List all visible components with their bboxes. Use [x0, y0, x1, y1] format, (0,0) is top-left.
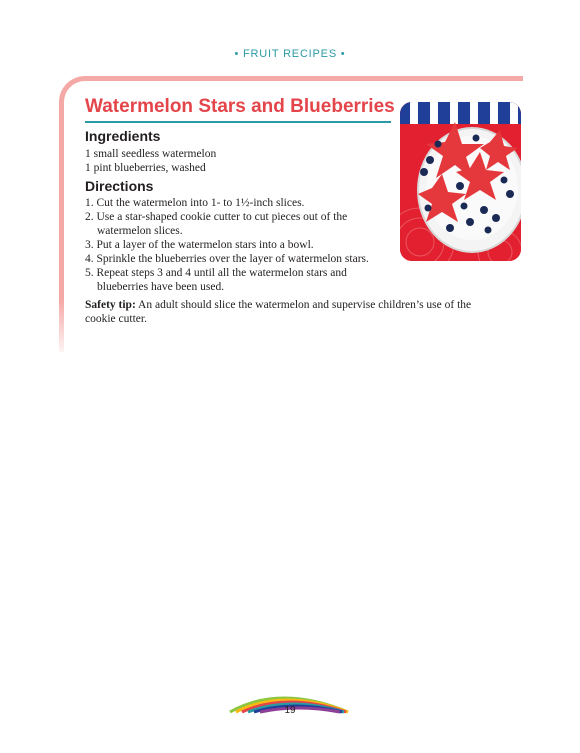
safety-tip-label: Safety tip:: [85, 299, 136, 311]
section-header: • FRUIT RECIPES •: [234, 48, 346, 60]
direction-step: 2. Use a star-shaped cookie cutter to cut pieces out of the watermelon slices.: [85, 211, 348, 237]
recipe-title: Watermelon Stars and Blueberries: [85, 96, 395, 117]
direction-step: 3. Put a layer of the watermelon stars into a bowl.: [85, 239, 314, 251]
direction-step: 4. Sprinkle the blueberries over the layer of watermelon stars.: [85, 253, 369, 265]
recipe-photo: [400, 102, 521, 261]
ingredient-item: 1 pint blueberries, washed: [85, 162, 206, 174]
page-number: 19: [284, 705, 296, 716]
directions-list: [85, 196, 397, 294]
watermelon-bowl-image: [400, 102, 521, 261]
direction-step: 5. Repeat steps 3 and 4 until all the watermelon stars and blueberries have been used.: [85, 267, 347, 293]
ingredient-item: 1 small seedless watermelon: [85, 148, 217, 160]
ingredients-heading: Ingredients: [85, 128, 161, 144]
direction-step: 1. Cut the watermelon into 1- to 1½-inch slices.: [85, 197, 305, 209]
safety-tip: [85, 298, 475, 326]
frame-fade: [56, 300, 68, 360]
title-divider: [85, 121, 391, 123]
ingredients-list: [85, 147, 216, 175]
safety-tip-text: An adult should slice the watermelon and supervise children’s use of the cookie cutter.: [85, 299, 472, 325]
directions-heading: Directions: [85, 178, 154, 194]
